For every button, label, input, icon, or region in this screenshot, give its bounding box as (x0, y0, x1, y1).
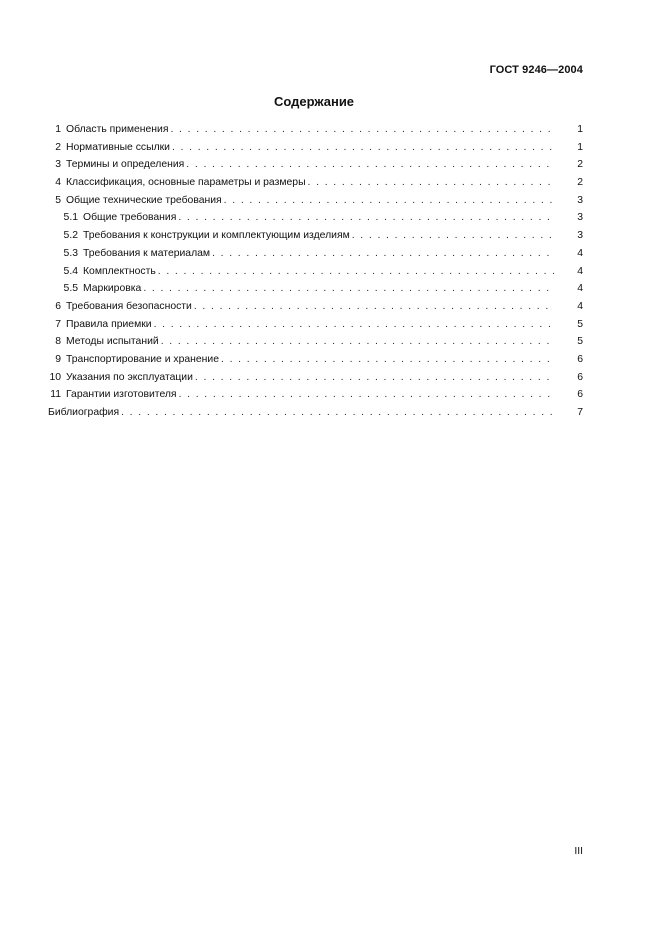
document-standard-id: ГОСТ 9246—2004 (489, 64, 583, 76)
toc-leader-dots (170, 121, 555, 139)
toc-entry-page: 3 (577, 194, 583, 206)
toc-leader-dots (161, 333, 555, 351)
toc-entry-page: 4 (577, 247, 583, 259)
toc-entry-page: 5 (577, 336, 583, 348)
toc-entry-page: 4 (577, 265, 583, 277)
toc-entry-number: 2 (55, 141, 61, 153)
page-number: III (574, 846, 583, 857)
toc-leader-dots (224, 192, 555, 210)
toc-leader-dots (212, 245, 555, 263)
toc-entry-label: Область применения (66, 124, 169, 135)
toc-subentry[interactable] (48, 245, 583, 263)
toc-entry-number: 5.3 (63, 247, 78, 259)
toc-entry[interactable] (48, 174, 583, 192)
toc-leader-dots (195, 369, 555, 387)
toc-entry-page: 7 (577, 407, 583, 418)
toc-entry[interactable] (48, 369, 583, 387)
toc-entry-page: 4 (577, 300, 583, 312)
toc-entry-label: Нормативные ссылки (66, 141, 170, 153)
toc-entry-number: 4 (55, 177, 61, 189)
toc-entry-label: Маркировка (83, 283, 142, 295)
toc-title: Содержание (273, 94, 355, 109)
toc-entry-bibliography[interactable] (48, 404, 583, 422)
toc-entry-label: Правила приемки (66, 318, 152, 330)
toc-entry[interactable] (48, 333, 583, 351)
toc-leader-dots (143, 280, 555, 298)
toc-entry-page: 1 (577, 124, 583, 135)
toc-leader-dots (179, 386, 555, 404)
toc-entry-page: 5 (577, 318, 583, 330)
toc-entry[interactable] (48, 121, 583, 139)
toc-leader-dots (194, 298, 555, 316)
toc-leader-dots (172, 139, 555, 157)
toc-leader-dots (178, 209, 555, 227)
toc-entry-page: 6 (577, 371, 583, 383)
toc-entry-label: Классификация, основные параметры и размеры (66, 177, 306, 189)
toc-leader-dots (352, 227, 555, 245)
toc-entry-number: 9 (55, 353, 61, 365)
toc-entry-label: Требования к материалам (83, 247, 211, 259)
toc-entry-number: 8 (55, 336, 61, 348)
toc-entry[interactable] (48, 316, 583, 334)
toc-subentry[interactable] (48, 227, 583, 245)
toc-entry-page: 3 (577, 212, 583, 224)
toc-subentry[interactable] (48, 209, 583, 227)
toc-entry-page: 3 (577, 230, 583, 242)
toc-entry[interactable] (48, 139, 583, 157)
toc-entry[interactable] (48, 298, 583, 316)
toc-leader-dots (221, 351, 555, 369)
toc-leader-dots (121, 404, 555, 422)
toc-entry[interactable] (48, 386, 583, 404)
toc-entry-label: Общие требования (83, 212, 177, 224)
toc-entry-page: 6 (577, 353, 583, 365)
toc-entry-number: 1 (55, 124, 61, 135)
toc-entry-label: Транспортирование и хранение (66, 353, 220, 365)
toc-entry-page: 1 (577, 141, 583, 153)
toc-entry-number: 5.1 (63, 212, 78, 224)
toc-leader-dots (308, 174, 555, 192)
toc-entry-page: 2 (577, 159, 583, 171)
toc-entry[interactable] (48, 351, 583, 369)
toc-entry-label: Гарантии изготовителя (66, 389, 177, 401)
toc-entry-number: 3 (55, 159, 61, 171)
toc-entry-number: 7 (55, 318, 61, 330)
toc-entry[interactable] (48, 156, 583, 174)
toc-entry-label: Комплектность (83, 265, 156, 277)
toc-entry-number: 5.5 (63, 283, 78, 295)
toc-entry-label: Термины и определения (66, 159, 185, 171)
toc-entry-page: 2 (577, 177, 583, 189)
toc-subentry[interactable] (48, 280, 583, 298)
toc-entry-label: Методы испытаний (66, 336, 159, 348)
toc-leader-dots (158, 263, 555, 281)
toc-entry-number: 5.4 (63, 265, 78, 277)
toc-entry-number: 10 (49, 371, 61, 383)
toc-entry-label: Общие технические требования (66, 194, 222, 206)
toc-entry-label: Требования к конструкции и комплектующим изделиям (83, 230, 350, 242)
toc-entry-number: 5 (55, 194, 61, 206)
toc-entry-page: 4 (577, 283, 583, 295)
toc-entry-label: Указания по эксплуатации (66, 371, 193, 383)
toc-entry[interactable] (48, 192, 583, 210)
toc-entry-number: 11 (50, 389, 61, 401)
toc-subentry[interactable] (48, 263, 583, 281)
table-of-contents (48, 121, 583, 422)
toc-entry-label: Требования безопасности (66, 300, 192, 312)
toc-entry-label: Библиография (48, 407, 120, 418)
toc-leader-dots (186, 156, 555, 174)
toc-entry-number: 5.2 (63, 230, 78, 242)
toc-entry-number: 6 (55, 300, 61, 312)
toc-leader-dots (154, 316, 555, 334)
toc-entry-page: 6 (577, 389, 583, 401)
